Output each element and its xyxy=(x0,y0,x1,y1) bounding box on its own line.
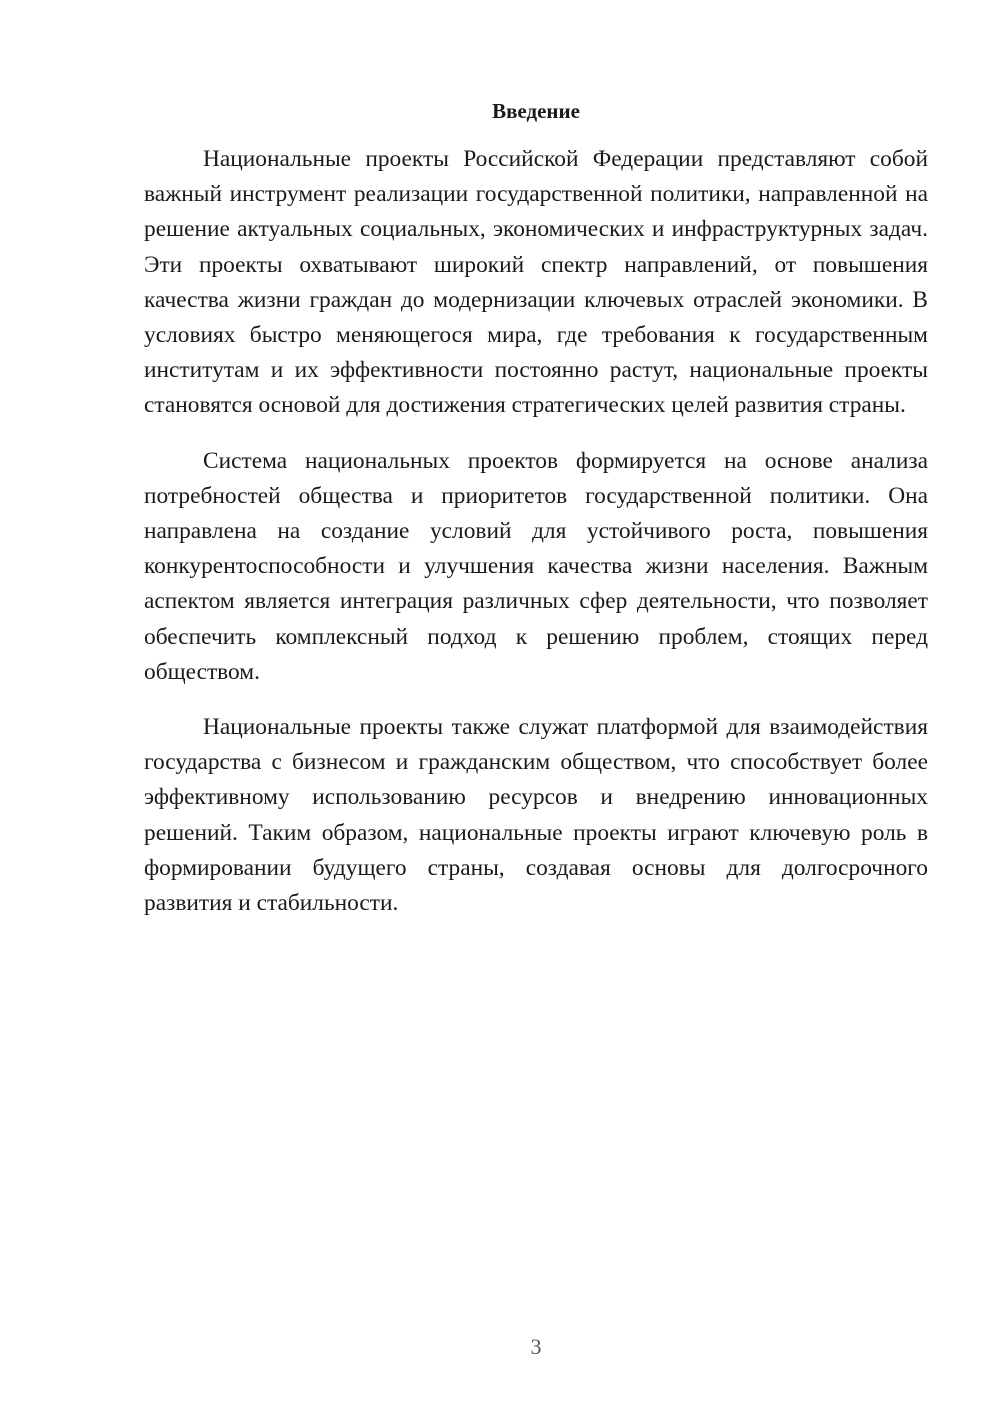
body-text xyxy=(144,142,928,921)
paragraph-3: Национальные проекты также служат платформой для взаимодействия государства с бизнесом и гражданским обществом, что способствует более эффективному использованию ресурсов и внедрению инновационных решений. Таким образом, национальные проекты играют ключевую роль в формировании будущего страны, создавая основы для долгосрочного развития и стабильности. xyxy=(144,714,928,917)
paragraph-2: Система национальных проектов формируется на основе анализа потребностей общества и приоритетов государственной политики. Она направлена на создание условий для устойчивого роста, повышения конкурентоспособности и улучшения качества жизни населения. Важным аспектом является интеграция различных сфер деятельности, что позволяет обеспечить комплексный подход к решению проблем, стоящих перед обществом. xyxy=(144,447,928,685)
page-number: 3 xyxy=(530,1334,542,1359)
section-heading: Введение xyxy=(492,99,580,123)
paragraph-1: Национальные проекты Российской Федерации представляют собой важный инструмент реализации государственной политики, направленной на решение актуальных социальных, экономических и инфраструктурных задач. Эти проекты охватывают широкий спектр направлений, от повышения качества жизни граждан до модернизации ключевых отраслей экономики. В условиях быстро меняющегося мира, где требования к государственным институтам и их эффективности постоянно растут, национальные проекты становятся основой для достижения стратегических целей развития страны. xyxy=(144,146,928,419)
